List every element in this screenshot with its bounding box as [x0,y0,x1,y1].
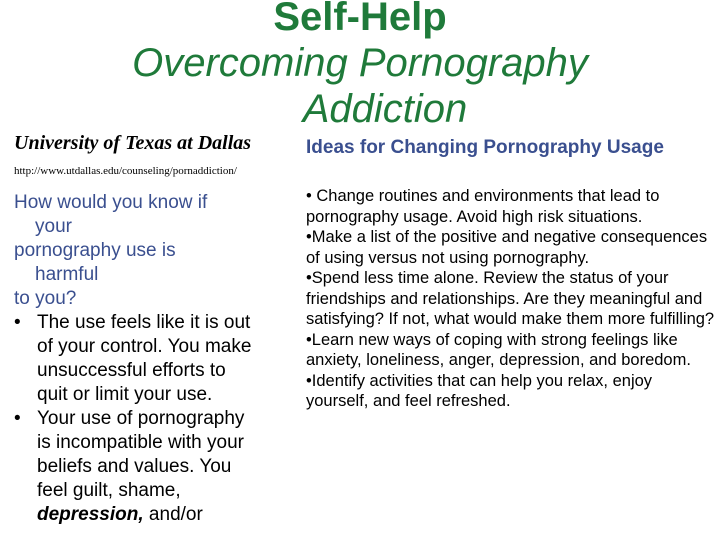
question-line: to you? [14,288,77,309]
bullet-line: unsuccessful efforts to [37,360,226,381]
slide-title: Self-Help [273,0,447,39]
idea-item: •Identify activities that can help you relax, enjoy yourself, and feel refreshed. [306,371,653,410]
question-heading [14,191,314,311]
source-organization: University of Texas at Dallas [14,132,252,154]
idea-item: •Learn new ways of coping with strong feelings like anxiety, loneliness, anger, depression, and boredom. [306,330,691,369]
left-column [14,191,314,527]
right-heading: Ideas for Changing Pornography Usage [306,137,664,158]
bullet-marker: • [14,312,21,333]
bullet-line: quit or limit your use. [37,384,213,405]
source-url[interactable]: http://www.utdallas.edu/counseling/pornaddiction/ [14,165,237,177]
question-line: your [35,216,72,237]
bullet-item [14,407,314,527]
emphasis-text: depression, [37,504,144,525]
idea-item: •Make a list of the positive and negative consequences of using versus not using pornography. [306,228,708,267]
bullet-marker: • [14,408,21,429]
bullet-item [14,311,314,407]
slide-subtitle-line2: Addiction [302,87,468,131]
bullet-line-final [37,503,314,527]
bullet-line: feel guilt, shame, [37,480,181,501]
idea-item: •Spend less time alone. Review the status of your friendships and relationships. Are they meaningful and satisfying? If not, what would make them more fulfilling? [306,269,715,328]
bullet-line: is incompatible with your [37,432,244,453]
right-column [306,186,716,412]
question-line: harmful [35,264,99,285]
idea-item: • Change routines and environments that lead to pornography usage. Avoid high risk situations. [306,187,660,226]
bullet-line: beliefs and values. You [37,456,232,477]
bullet-line: Your use of pornography [37,408,245,429]
bullet-tail: and/or [143,504,203,525]
slide-subtitle-line1: Overcoming Pornography [132,41,588,85]
question-line: How would you know if [14,192,208,213]
question-line: pornography use is [14,240,176,261]
bullet-line: of your control. You make [37,336,252,357]
bullet-line: The use feels like it is out [37,312,251,333]
